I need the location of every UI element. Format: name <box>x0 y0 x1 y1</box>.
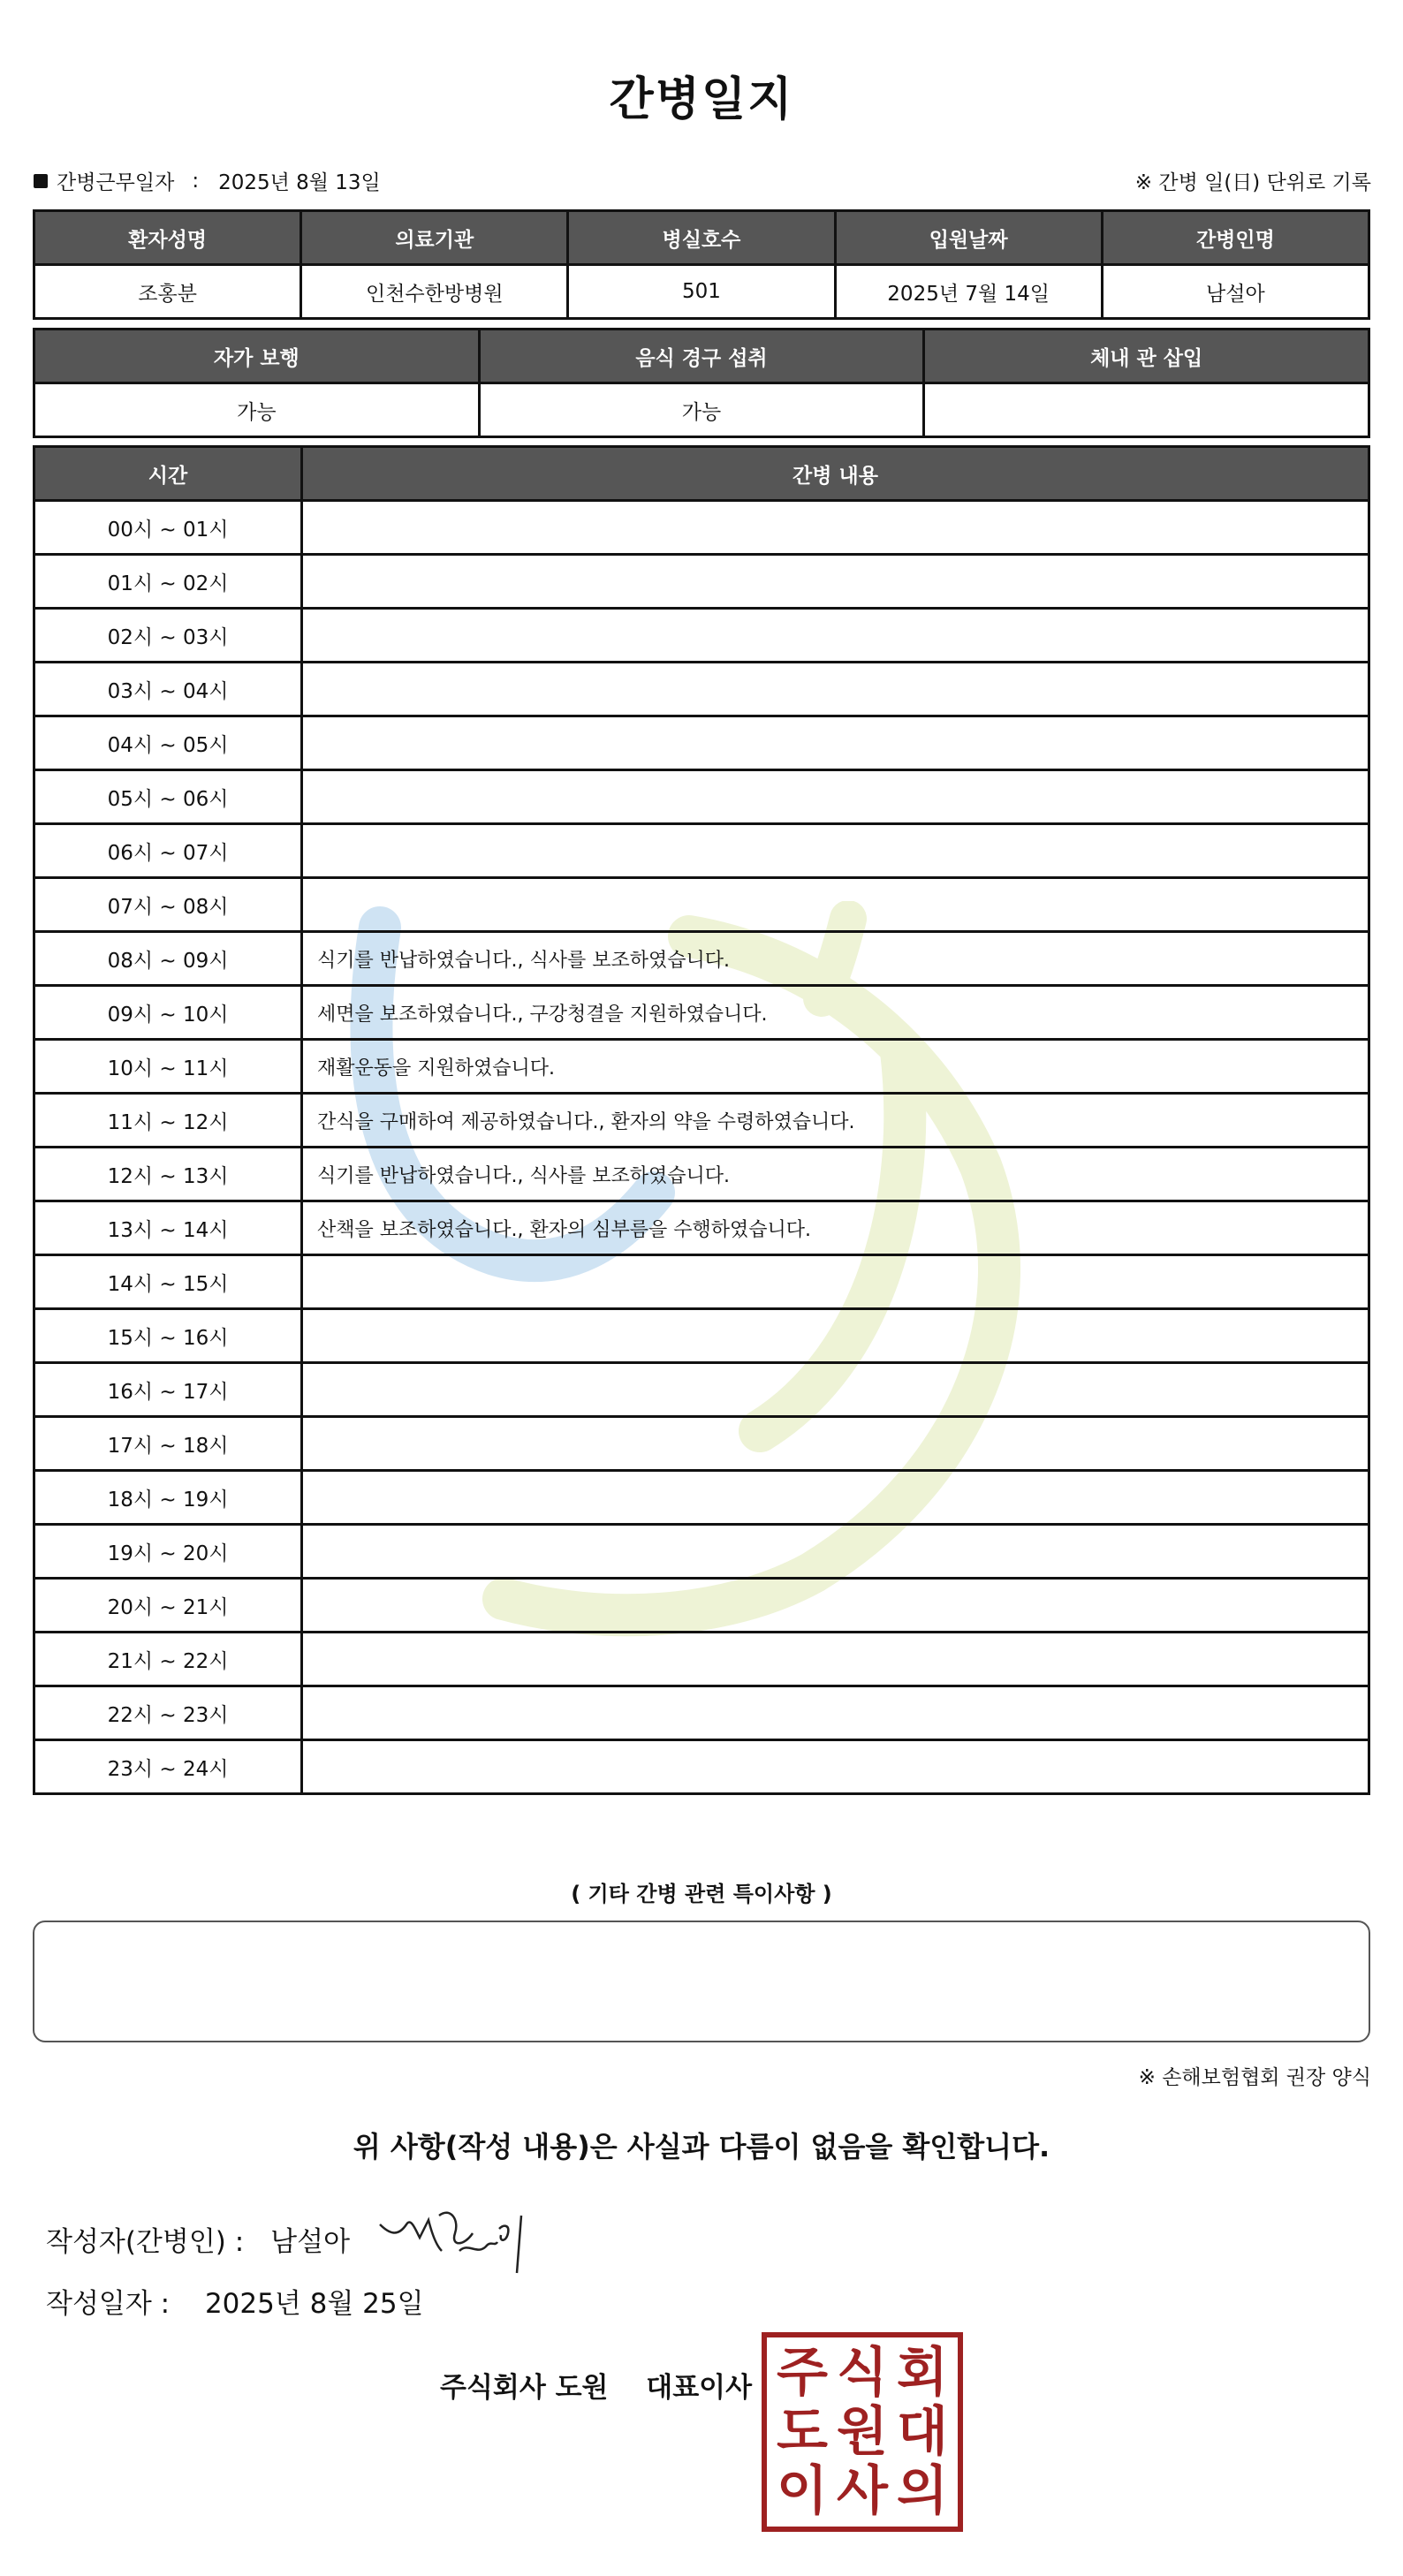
header-oral-intake: 음식 경구 섭취 <box>479 330 924 383</box>
patient-name: 조홍분 <box>34 265 301 319</box>
company-line <box>440 2365 752 2405</box>
seal-glyph: 회 <box>897 2341 948 2404</box>
log-content: 간식을 구매하여 제공하였습니다., 환자의 약을 수령하였습니다. <box>302 1094 1369 1148</box>
log-time: 03시 ~ 04시 <box>34 663 302 716</box>
document-title: 간병일지 <box>609 73 794 126</box>
log-row <box>34 1633 1369 1686</box>
log-content <box>302 716 1369 770</box>
log-content <box>302 878 1369 932</box>
log-content <box>302 663 1369 716</box>
bullet-square-icon <box>34 174 48 188</box>
log-row <box>34 824 1369 878</box>
care-log-table <box>33 445 1370 1795</box>
log-content <box>302 1686 1369 1740</box>
header-time: 시간 <box>34 447 302 501</box>
log-row <box>34 1309 1369 1363</box>
log-time: 12시 ~ 13시 <box>34 1148 302 1201</box>
written-date-label: 작성일자 : <box>46 2288 171 2320</box>
log-row <box>34 1255 1369 1309</box>
log-time: 13시 ~ 14시 <box>34 1201 302 1255</box>
writer-line <box>46 2219 350 2259</box>
log-time: 19시 ~ 20시 <box>34 1525 302 1579</box>
log-time: 10시 ~ 11시 <box>34 1040 302 1094</box>
walking-status: 가능 <box>34 383 480 437</box>
log-time: 23시 ~ 24시 <box>34 1740 302 1794</box>
log-time: 09시 ~ 10시 <box>34 986 302 1040</box>
log-row <box>34 1525 1369 1579</box>
log-content <box>302 609 1369 663</box>
log-row <box>34 1094 1369 1148</box>
header-caregiver: 간병인명 <box>1102 211 1369 265</box>
log-time: 08시 ~ 09시 <box>34 932 302 986</box>
seal-glyph: 식 <box>837 2341 888 2404</box>
log-row <box>34 1686 1369 1740</box>
seal-glyph: 이 <box>777 2460 828 2523</box>
hospital-name: 인천수한방병원 <box>301 265 568 319</box>
oral-intake-status: 가능 <box>479 383 924 437</box>
log-time: 00시 ~ 01시 <box>34 501 302 555</box>
admission-date: 2025년 7월 14일 <box>835 265 1102 319</box>
seal-glyph: 의 <box>897 2460 948 2523</box>
log-row <box>34 501 1369 555</box>
log-content: 세면을 보조하였습니다., 구강청결을 지원하였습니다. <box>302 986 1369 1040</box>
log-time: 17시 ~ 18시 <box>34 1417 302 1471</box>
remarks-title: ( 기타 간병 관련 특이사항 ) <box>571 1882 832 1906</box>
log-row <box>34 609 1369 663</box>
header-walking: 자가 보행 <box>34 330 480 383</box>
writer-label: 작성자(간병인) : <box>46 2226 245 2258</box>
written-date-line <box>46 2281 424 2321</box>
header-tube: 체내 관 삽입 <box>924 330 1369 383</box>
written-date-value: 2025년 8월 25일 <box>204 2288 424 2320</box>
log-time: 07시 ~ 08시 <box>34 878 302 932</box>
log-content <box>302 1471 1369 1525</box>
seal-glyph: 원 <box>837 2400 888 2463</box>
work-date-separator: : <box>192 169 200 193</box>
log-row <box>34 770 1369 824</box>
log-row <box>34 555 1369 609</box>
log-row <box>34 1471 1369 1525</box>
log-row <box>34 1417 1369 1471</box>
log-content <box>302 770 1369 824</box>
log-content <box>302 1309 1369 1363</box>
log-content <box>302 1579 1369 1633</box>
log-row <box>34 1740 1369 1794</box>
confirmation-statement: 위 사항(작성 내용)은 사실과 다름이 없음을 확인합니다. <box>353 2130 1050 2163</box>
header-care-content: 간병 내용 <box>302 447 1369 501</box>
log-content <box>302 1633 1369 1686</box>
log-time: 20시 ~ 21시 <box>34 1579 302 1633</box>
log-row <box>34 986 1369 1040</box>
log-row <box>34 932 1369 986</box>
patient-status-table <box>33 328 1370 438</box>
header-admission-date: 입원날짜 <box>835 211 1102 265</box>
log-content <box>302 555 1369 609</box>
log-row <box>34 878 1369 932</box>
work-date-value: 2025년 8월 13일 <box>218 171 381 194</box>
log-time: 21시 ~ 22시 <box>34 1633 302 1686</box>
log-row <box>34 1040 1369 1094</box>
header-patient-name: 환자성명 <box>34 211 301 265</box>
log-row <box>34 1201 1369 1255</box>
log-time: 04시 ~ 05시 <box>34 716 302 770</box>
room-number: 501 <box>568 265 835 319</box>
work-date <box>34 166 381 195</box>
seal-glyph: 사 <box>837 2460 888 2523</box>
log-time: 05시 ~ 06시 <box>34 770 302 824</box>
log-content: 산책을 보조하였습니다., 환자의 심부름을 수행하였습니다. <box>302 1201 1369 1255</box>
log-time: 15시 ~ 16시 <box>34 1309 302 1363</box>
log-time: 01시 ~ 02시 <box>34 555 302 609</box>
work-date-label: 간병근무일자 <box>57 171 175 194</box>
log-content <box>302 1255 1369 1309</box>
log-content <box>302 1363 1369 1417</box>
log-row <box>34 1148 1369 1201</box>
company-ceo: 대표이사 <box>646 2372 753 2404</box>
handwritten-signature <box>375 2198 535 2277</box>
log-time: 02시 ~ 03시 <box>34 609 302 663</box>
log-row <box>34 716 1369 770</box>
log-time: 18시 ~ 19시 <box>34 1471 302 1525</box>
log-time: 14시 ~ 15시 <box>34 1255 302 1309</box>
header-hospital: 의료기관 <box>301 211 568 265</box>
log-time: 16시 ~ 17시 <box>34 1363 302 1417</box>
log-time: 11시 ~ 12시 <box>34 1094 302 1148</box>
seal-glyph: 대 <box>897 2400 948 2463</box>
log-content <box>302 501 1369 555</box>
log-row <box>34 1363 1369 1417</box>
log-content: 식기를 반납하였습니다., 식사를 보조하였습니다. <box>302 1148 1369 1201</box>
log-content <box>302 1417 1369 1471</box>
writer-name: 남설아 <box>270 2226 351 2258</box>
company-name: 주식회사 도원 <box>440 2372 609 2404</box>
tube-status <box>924 383 1369 437</box>
log-time: 22시 ~ 23시 <box>34 1686 302 1740</box>
log-content: 재활운동을 지원하였습니다. <box>302 1040 1369 1094</box>
log-content <box>302 1740 1369 1794</box>
remarks-box <box>33 1921 1370 2042</box>
seal-glyph: 주 <box>777 2341 828 2404</box>
log-content: 식기를 반납하였습니다., 식사를 보조하였습니다. <box>302 932 1369 986</box>
log-time: 06시 ~ 07시 <box>34 824 302 878</box>
seal-glyph: 도 <box>777 2400 828 2463</box>
form-note: ※ 손해보험협회 권장 양식 <box>1138 2066 1371 2089</box>
unit-note: ※ 간병 일(日) 단위로 기록 <box>1134 171 1371 194</box>
log-row <box>34 1579 1369 1633</box>
caregiver-name: 남설아 <box>1102 265 1369 319</box>
log-content <box>302 1525 1369 1579</box>
log-content <box>302 824 1369 878</box>
company-seal-stamp <box>762 2332 963 2532</box>
header-room: 병실호수 <box>568 211 835 265</box>
patient-info-table <box>33 209 1370 320</box>
log-row <box>34 663 1369 716</box>
